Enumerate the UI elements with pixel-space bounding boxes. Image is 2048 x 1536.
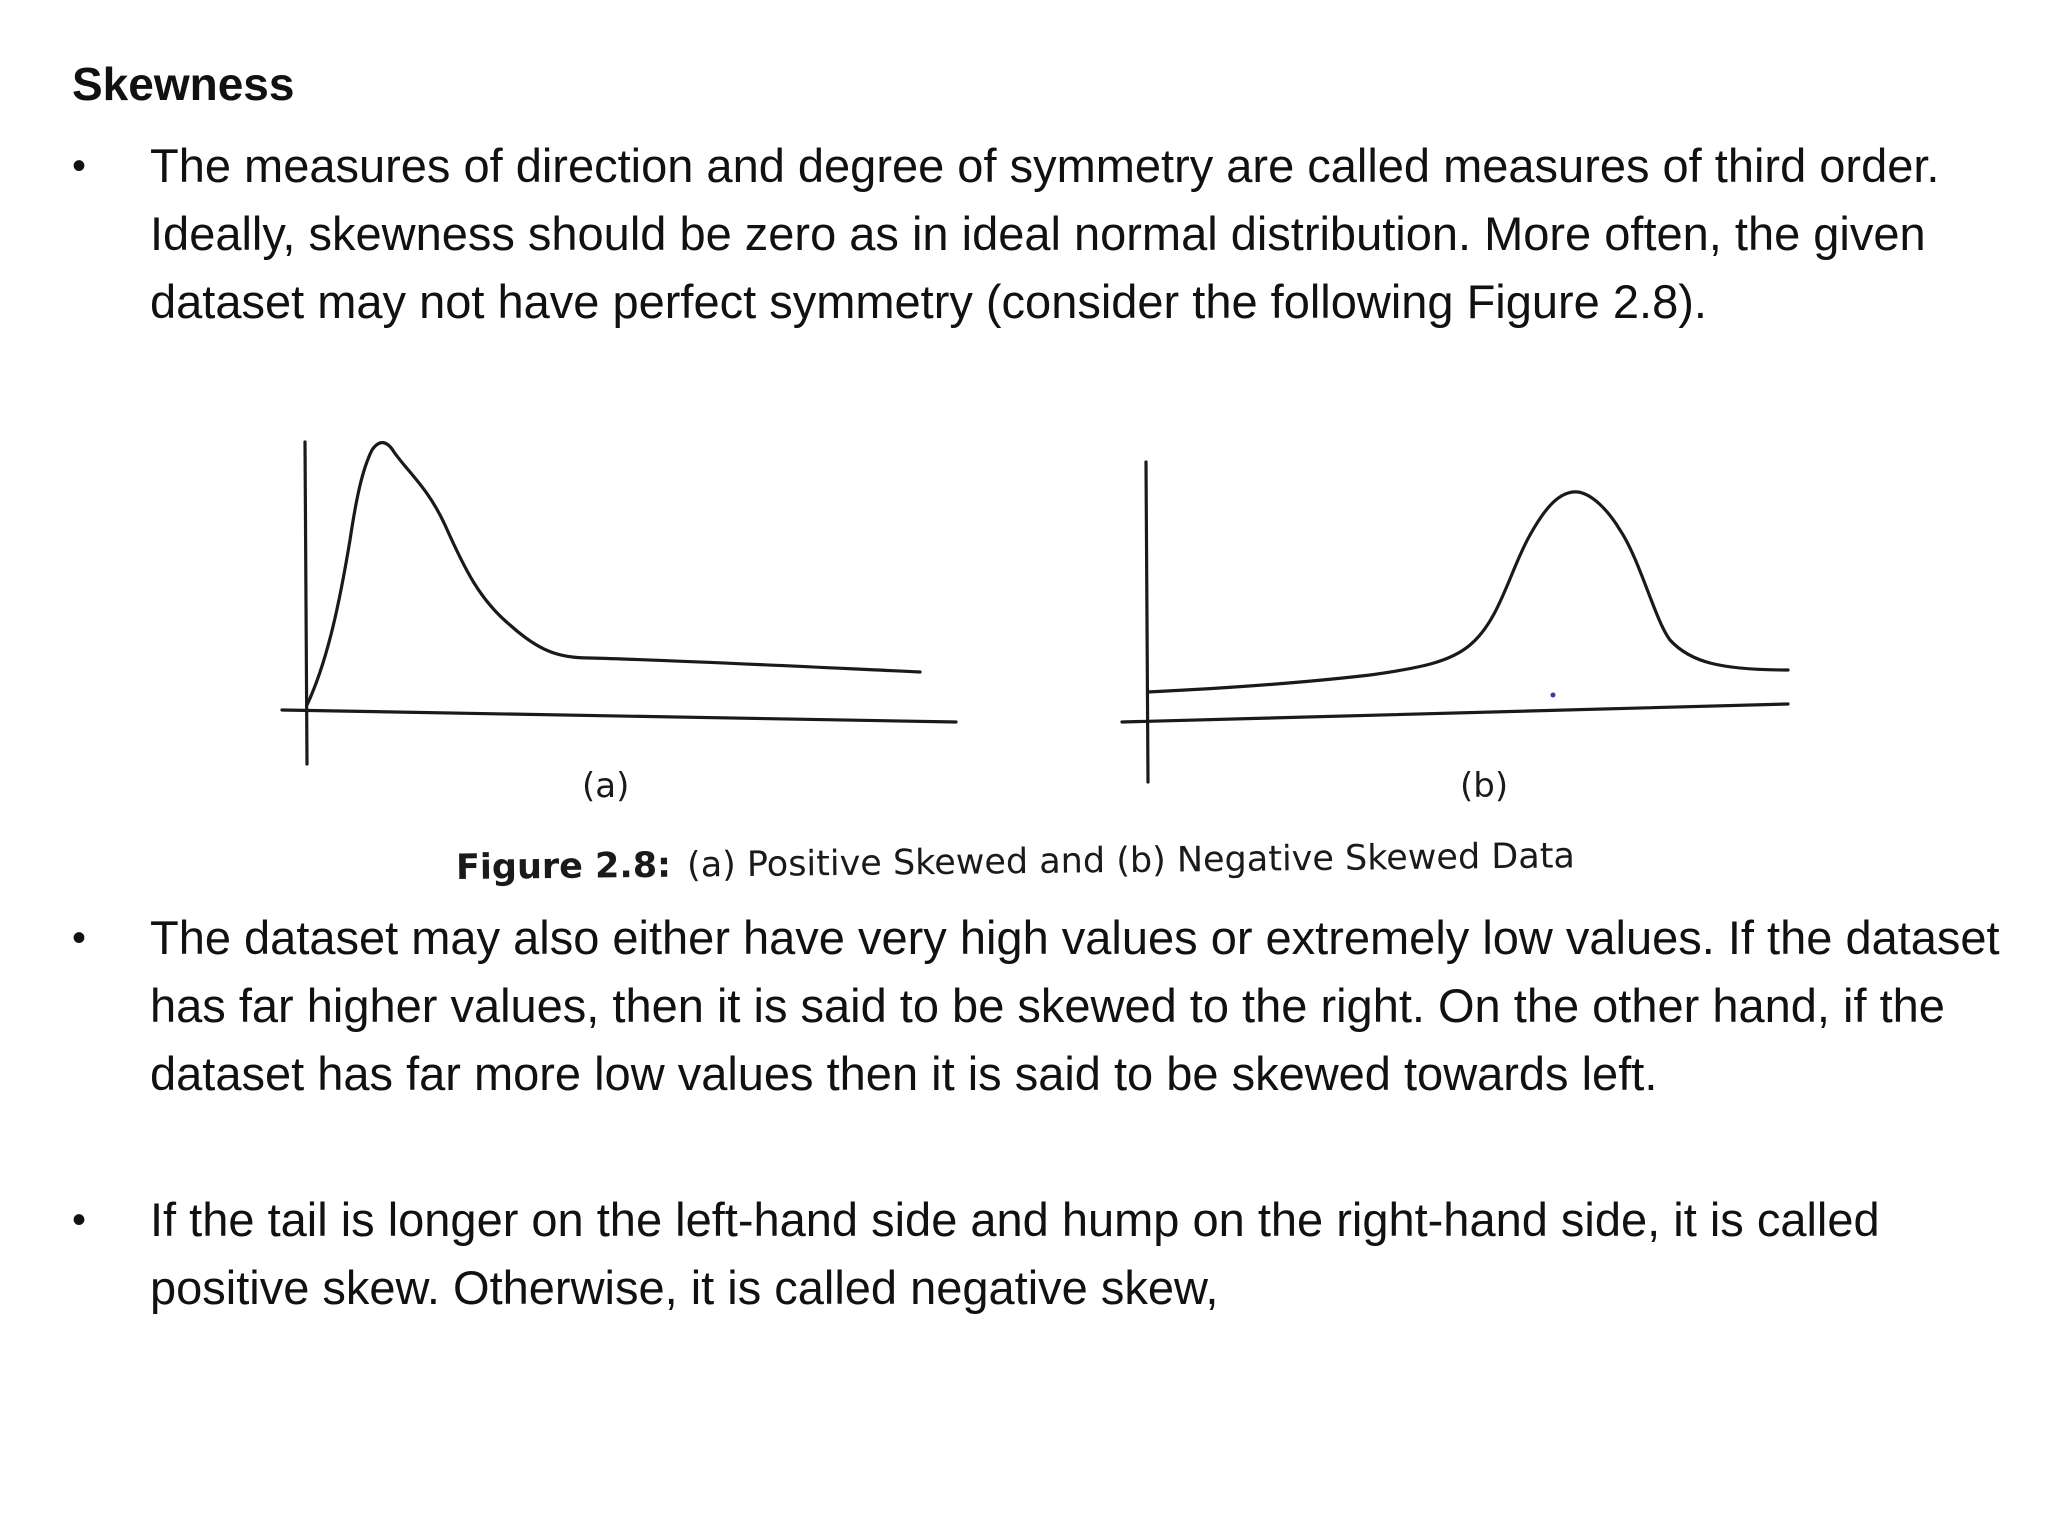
panel-b-curve: [1148, 492, 1788, 692]
panel-b-y-axis: [1146, 462, 1148, 782]
panel-b-x-axis: [1122, 704, 1788, 722]
bullet-item: [72, 904, 2022, 1108]
panel-b-stray-dot: [1551, 693, 1556, 698]
bullet-marker: •: [72, 1198, 87, 1242]
slide-title: Skewness: [72, 58, 295, 110]
bullet-item: [72, 132, 2022, 336]
panel-a-label: (a): [582, 766, 630, 806]
panel-b-label: (b): [1460, 766, 1509, 806]
figure-caption: [456, 836, 1575, 888]
bullet-text: The measures of direction and degree of symmetry are called measures of third order. Ideally, skewness should be zero as in ideal normal distribution. More often, the given dataset may not have perfect symmetry (consider the following Figure 2.8).: [150, 139, 1940, 328]
panel-a-curve: [307, 443, 920, 705]
bullet-text: If the tail is longer on the left-hand side and hump on the right-hand side, it is called positive skew. Otherwise, it is called negative skew,: [150, 1193, 1880, 1314]
caption-label: Figure 2.8:: [455, 845, 672, 888]
bullet-item: [72, 1186, 2022, 1322]
panel-a-y-axis: [305, 442, 307, 764]
bullet-text: The dataset may also either have very high values or extremely low values. If the dataset has far higher values, then it is said to be skewed to the right. On the other hand, if the dataset has far more low values then it is said to be skewed towards left.: [150, 911, 2000, 1100]
skew-curves-svg: [270, 430, 1810, 830]
bullet-marker: •: [72, 144, 87, 188]
panel-a-x-axis: [282, 710, 956, 722]
figure-skew-diagram: [270, 430, 1810, 900]
caption-text: (a) Positive Skewed and (b) Negative Skewed Data: [686, 836, 1576, 886]
bullet-marker: •: [72, 916, 87, 960]
